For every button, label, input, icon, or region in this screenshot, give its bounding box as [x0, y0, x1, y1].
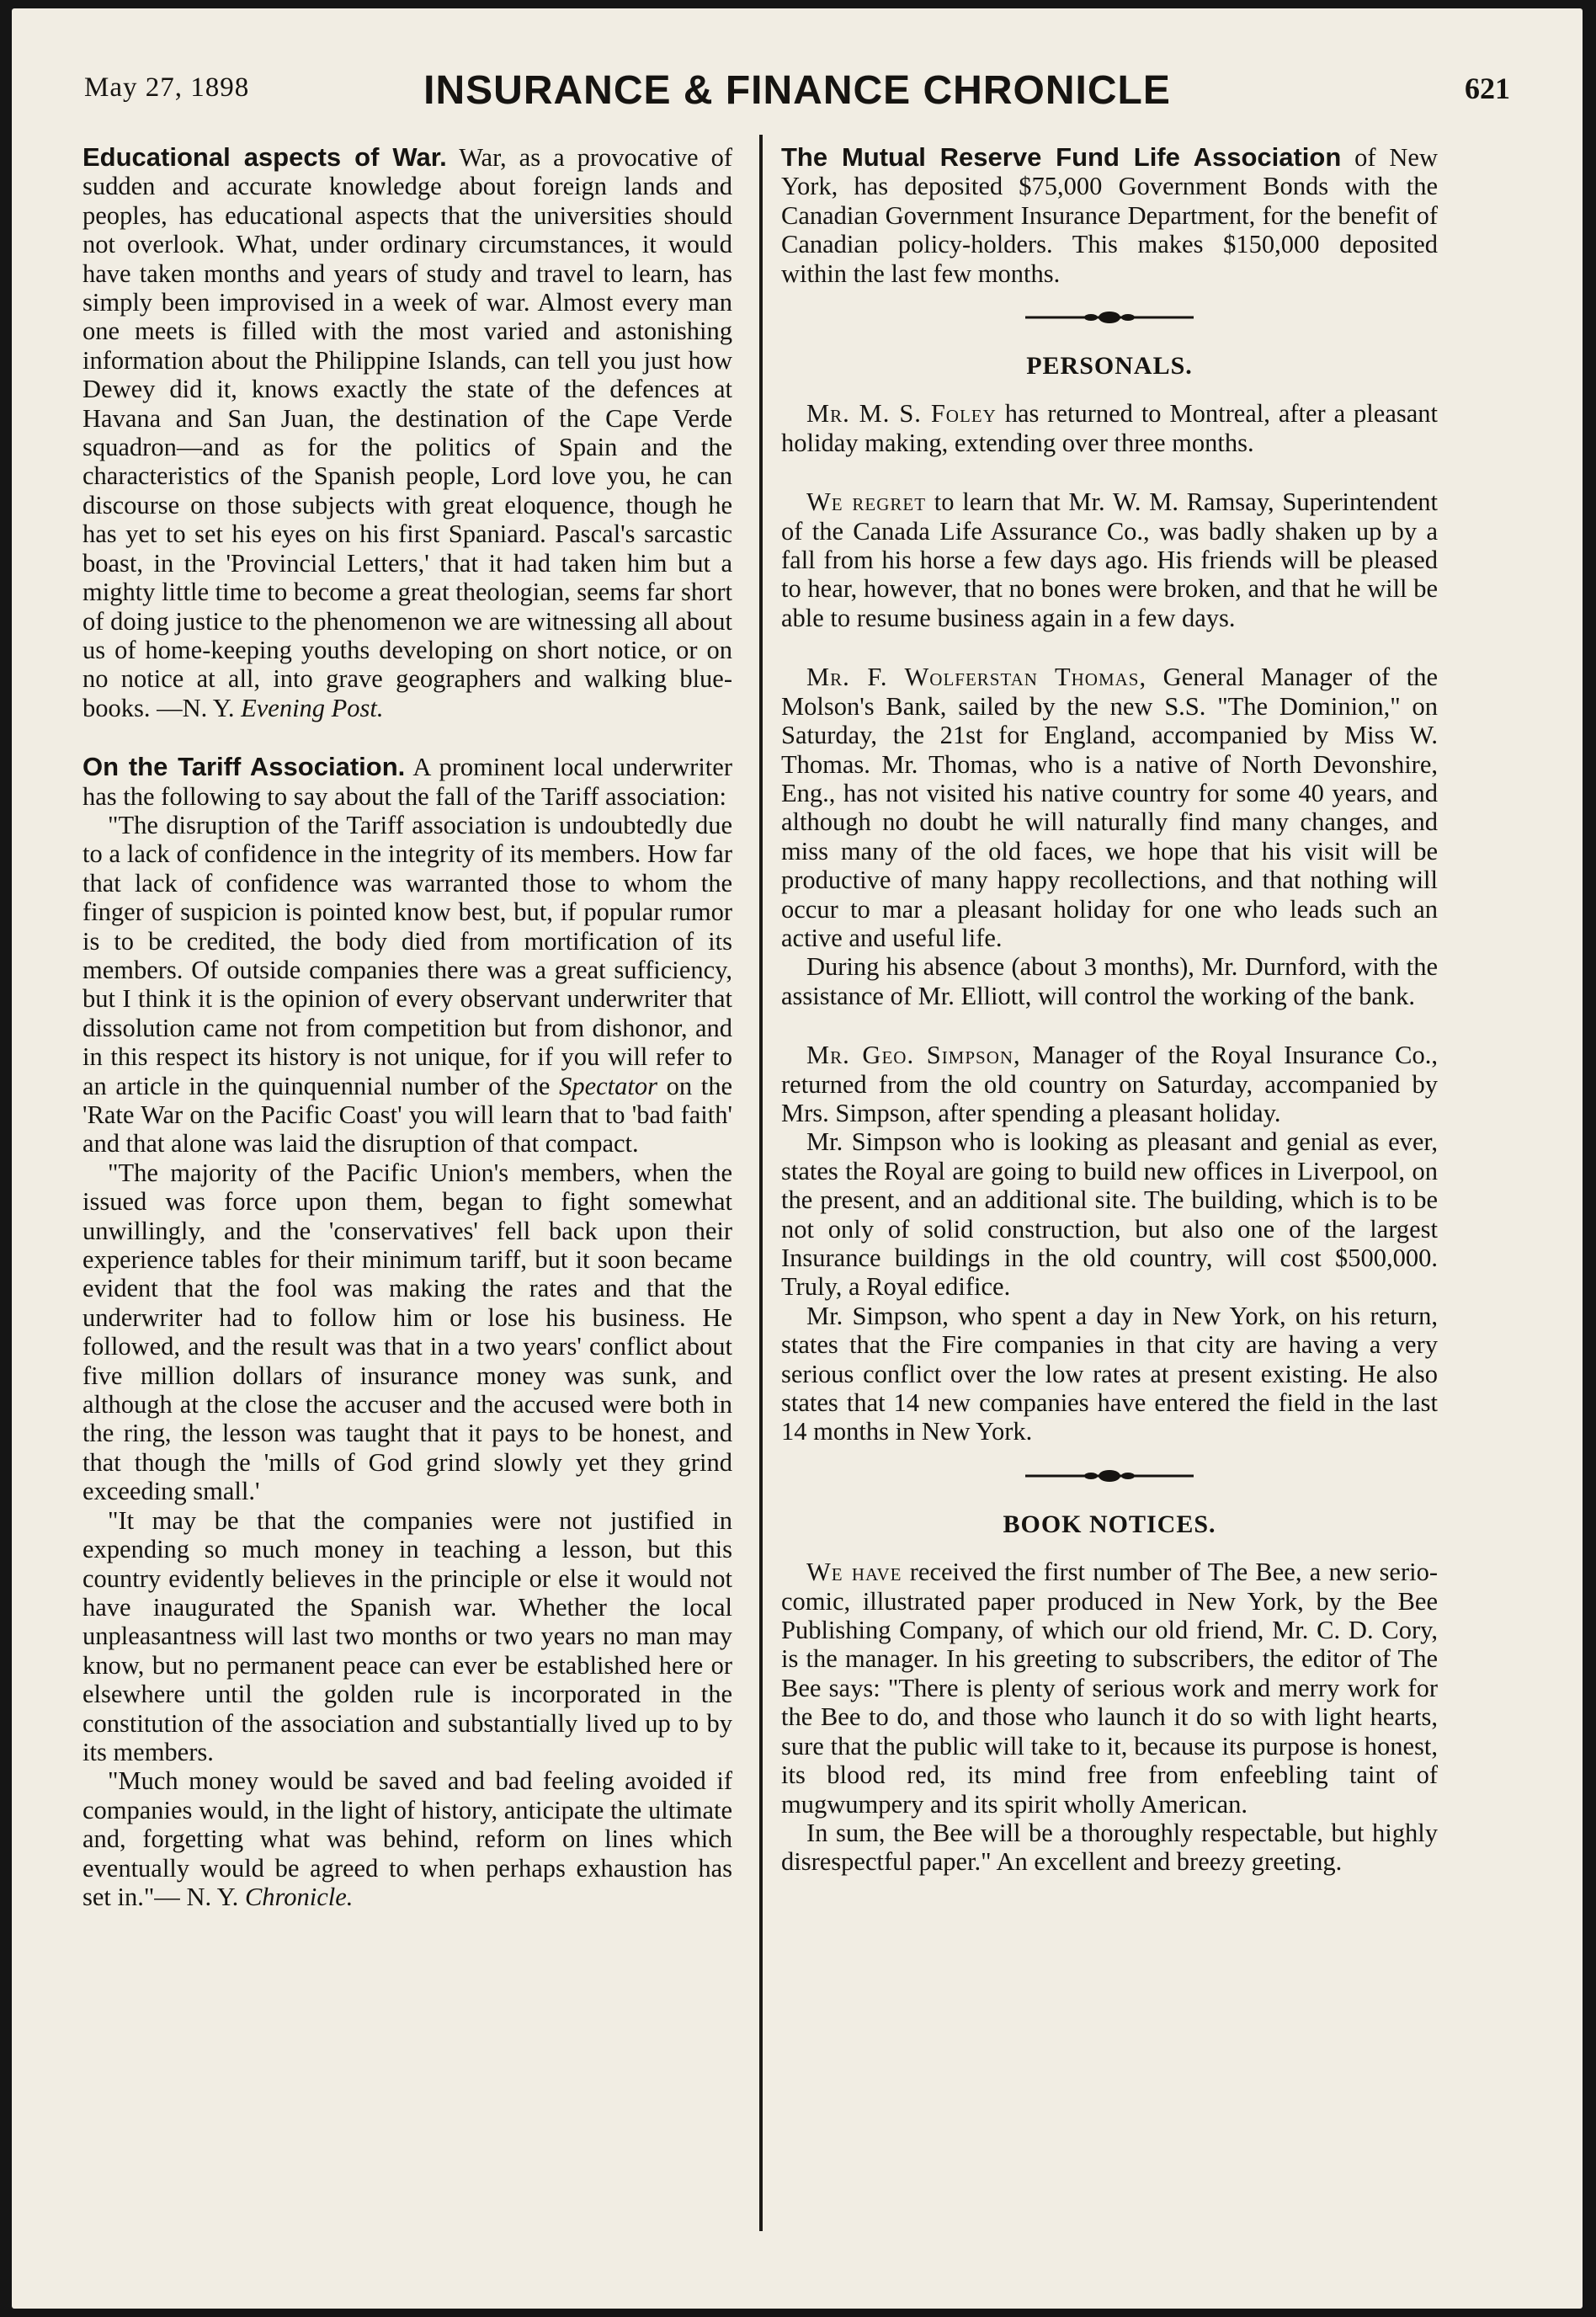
- article-tariff-association: [82, 753, 732, 811]
- book-notice-item: We have received the first number of The Bee, a new serio-comic, illustrated paper produced in New York, by the Bee Publishing Company, of which our old friend, Mr. C. D. Cory, is the manager. In his greeting to subscribers, the editor of The Bee says: "There is plenty of serious work and merry work for the Bee to do, and those who launch it do so with light hearts, sure that the public will take to it, because its purpose is honest, its blood red, its mind free from enfeebling taint of mugwumpery and its spirit wholly American.: [781, 1558, 1439, 1819]
- article-paragraph: "Much money would be saved and bad feeling avoided if companies would, in the light of history, anticipate the ultimate and, forgetting what was behind, reform on lines which eventually would be agreed to when perhaps exhaustion has set in."— N. Y. Chronicle.: [82, 1766, 732, 1911]
- article-source-title: Chronicle.: [244, 1882, 354, 1911]
- ornament-divider: [781, 1460, 1438, 1492]
- personal-item-continued: Mr. Simpson who is looking as pleasant and genial as ever, states the Royal are going to build new offices in Liverpool, on the present, and an additional site. The building, which is to be not only of solid construction, but also one of the largest Insurance buildings in the old country, will cost $500,000. Truly, a Royal edifice.: [781, 1127, 1438, 1302]
- publication-name: Spectator: [559, 1071, 657, 1100]
- article-mutual-reserve: [781, 143, 1438, 288]
- article-intro: A prominent local underwriter has the following to say about the fall of the Tariff association:: [82, 753, 732, 811]
- article-source: —N. Y.: [157, 693, 242, 722]
- article-paragraph: "The majority of the Pacific Union's members, when the issued was force upon them, began to fight somewhat unwillingly, and the 'conservatives' fell back upon their experience tables for their minimum tariff, but it soon became evident that the fool was making the rates and that the underwriter had to follow him or lose his business. He followed, and the result was that in a two years' conflict about five million dollars of insurance money was sunk, and although at the close the accuser and the accused were both in the ring, the lesson was taught that it pays to be honest, and that though the 'mills of God grind slowly yet they grind exceeding small.': [82, 1158, 732, 1506]
- article-body: of New York, has deposited $75,000 Government Bonds with the Canadian Government Insurance Department, for the benefit of Canadian policy-holders. This makes $150,000 deposited within the last few months.: [781, 143, 1438, 288]
- personal-item-continued: During his absence (about 3 months), Mr. Durnford, with the assistance of Mr. Elliott, will control the working of the bank.: [781, 952, 1438, 1010]
- personal-item: Mr. M. S. Foley has returned to Montreal, after a pleasant holiday making, extending over three months.: [781, 399, 1438, 457]
- personal-item: Mr. F. Wolferstan Thomas, General Manager of the Molson's Bank, sailed by the new S.S. "The Dominion," on Saturday, the 21st for England, accompanied by Miss W. Thomas. Mr. Thomas, who is a native of North Devonshire, Eng., has not visited his native country for some 40 years, and although no doubt he will naturally find many changes, and miss many of the old faces, we hope that his visit will be productive of many happy recollections, and that nothing will occur to mar a pleasant holiday for one who leads such an active and useful life.: [781, 663, 1438, 952]
- personal-item: Mr. Geo. Simpson, Manager of the Royal Insurance Co., returned from the old country on Saturday, accompanied by Mrs. Simpson, after spending a pleasant holiday.: [781, 1041, 1438, 1127]
- section-heading-book-notices: BOOK NOTICES.: [1003, 1510, 1216, 1538]
- section-heading-personals: PERSONALS.: [1026, 352, 1193, 381]
- publication-title: INSURANCE & FINANCE CHRONICLE: [423, 68, 1171, 113]
- left-column: [82, 143, 732, 1911]
- article-source: N. Y.: [186, 1882, 245, 1911]
- article-heading: The Mutual Reserve Fund Life Association: [781, 142, 1342, 172]
- article-educational-aspects: [82, 143, 732, 722]
- issue-date: May 27, 1898: [84, 72, 250, 103]
- article-paragraph: "It may be that the companies were not justified in expending so much money in teaching a lesson, but this country evidently believes in the principle or else it would not have inaugurated the Spanish war. Whether the local unpleasantness will last two months or two years no man may know, but no permanent peace can ever be established here or elsewhere until the golden rule is incorporated in the constitution of the association and substantially lived up to by its members.: [82, 1505, 732, 1766]
- right-column: [781, 143, 1438, 1877]
- page-number: 621: [1465, 72, 1510, 105]
- book-notice-item-continued: In sum, the Bee will be a thoroughly respectable, but highly disrespectful paper." An excellent and breezy greeting.: [781, 1818, 1438, 1877]
- column-divider: [759, 135, 763, 2231]
- ornament-divider: [781, 301, 1438, 333]
- page-header: [84, 61, 1510, 120]
- article-heading: On the Tariff Association.: [82, 752, 406, 782]
- personal-item-continued: Mr. Simpson, who spent a day in New York, on his return, states that the Fire companies in that city are having a very serious conflict over the low rates at present existing. He also states that 14 new companies have entered the field in the last 14 months in New York.: [781, 1301, 1438, 1446]
- article-body: War, as a provocative of sudden and accurate knowledge about foreign lands and peoples, has educational aspects that the universities should not overlook. What, under ordinary circumstances, it would have taken months and years of study and travel to learn, has simply been improvised in a week of war. Almost every man one meets is filled with the most varied and astonishing information about the Philippine Islands, can tell you just how Dewey did it, knows exactly the state of the defences at Havana and San Juan, the destination of the Cape Verde squadron—and as for the politics of Spain and the characteristics of the Spanish people, Lord love you, he can discourse on those subjects with great eloquence, though he has yet to set his eyes on his first Spaniard. Pascal's sarcastic boast, in the 'Provincial Letters,' that it had taken him but a mighty little time to become a great theologian, seems far short of doing justice to the phenomenon we are witnessing all about us of home-keeping youths developing on short notice, or on no notice at all, into grave geographers and walking blue-books.: [82, 143, 733, 722]
- article-heading: Educational aspects of War.: [82, 142, 447, 172]
- newspaper-page: [12, 8, 1583, 2309]
- article-source-title: Evening Post.: [241, 693, 384, 722]
- article-paragraph: "The disruption of the Tariff association is undoubtedly due to a lack of confidence in the integrity of its members. How far that lack of confidence was warranted those to whom the finger of suspicion is pointed know best, but, if popular rumor is to be credited, the body died from mortification of its members. Of outside companies there was a great sufficiency, but I think it is the opinion of every observant underwriter that dissolution came not from competition but from dishonor, and in this respect its history is not unique, for if you will refer to an article in the quinquennial number of the Spectator on the 'Rate War on the Pacific Coast' you will learn that to 'bad faith' and that alone was laid the disruption of that compact.: [82, 810, 733, 1158]
- personal-item: We regret to learn that Mr. W. M. Ramsay, Superintendent of the Canada Life Assurance Co., was badly shaken up by a fall from his horse a few days ago. His friends will be pleased to hear, however, that no bones were broken, and that he will be able to resume business again in a few days.: [781, 487, 1439, 632]
